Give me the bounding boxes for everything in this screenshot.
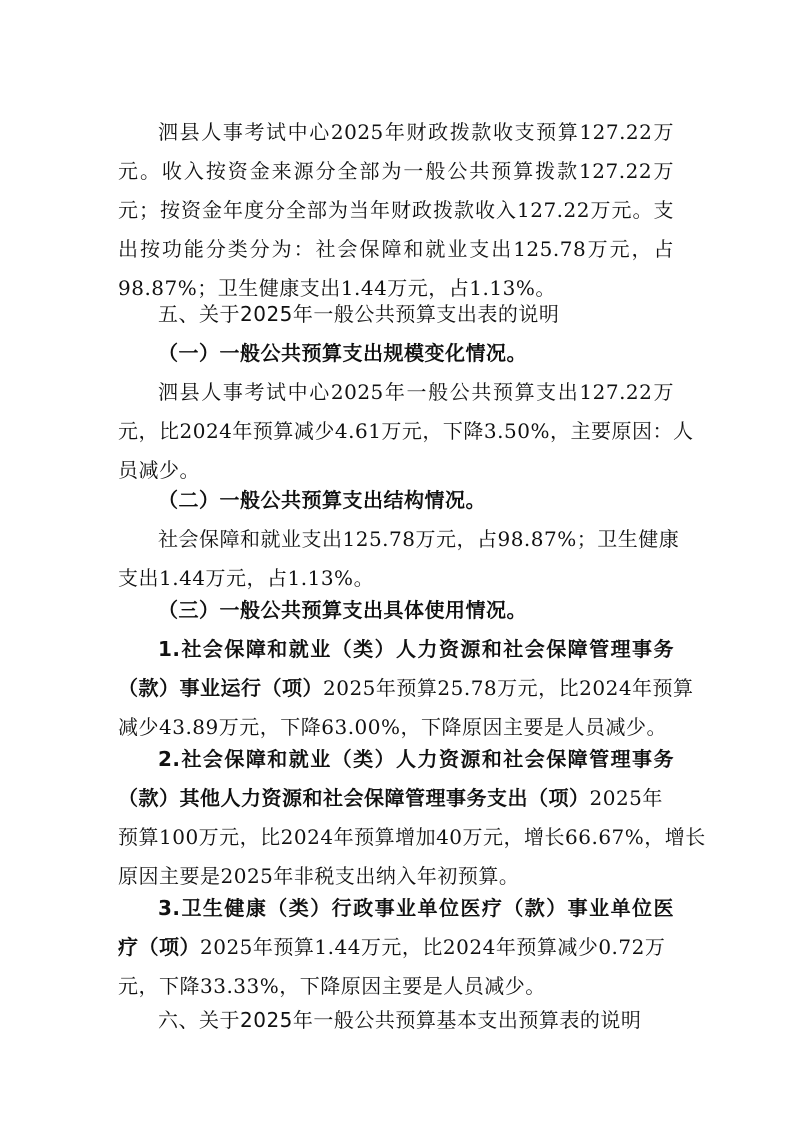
paragraph-line: 出按功能分类分为：社会保障和就业支出125.78万元，占	[118, 237, 674, 261]
item-2-text: 2025年	[589, 786, 663, 810]
paragraph-line: 泗县人事考试中心2025年财政拨款收支预算127.22万	[158, 120, 674, 144]
paragraph-line: 元；按资金年度分全部为当年财政拨款收入127.22万元。支	[118, 198, 674, 222]
item-1-text: 2025年预算25.78万元，比2024年预算	[323, 676, 694, 700]
subheading-2: （二）一般公共预算支出结构情况。	[158, 488, 486, 512]
paragraph-line: 元，下降33.33%，下降原因主要是人员减少。	[118, 974, 546, 998]
subheading-1: （一）一般公共预算支出规模变化情况。	[158, 341, 527, 365]
paragraph-line	[118, 933, 665, 961]
paragraph-line: 原因主要是2025年非税支出纳入年初预算。	[118, 864, 520, 888]
paragraph-line: 元。收入按资金来源分全部为一般公共预算拨款127.22万	[118, 159, 674, 183]
paragraph-line: 减少43.89万元，下降63.00%，下降原因主要是人员减少。	[118, 715, 668, 739]
paragraph-line: 员减少。	[118, 458, 200, 482]
item-2-title: 2.社会保障和就业（类）人力资源和社会保障管理事务	[158, 747, 674, 771]
item-2-title-cont: （款）其他人力资源和社会保障管理事务支出（项）	[118, 786, 590, 810]
paragraph-line	[118, 784, 663, 812]
paragraph-line: 98.87%；卫生健康支出1.44万元，占1.13%。	[118, 276, 556, 300]
item-1-title-cont: （款）事业运行（项）	[118, 676, 323, 700]
item-3-title-cont: 疗（项）	[118, 935, 200, 959]
paragraph-line: 支出1.44万元，占1.13%。	[118, 566, 375, 590]
subheading-3: （三）一般公共预算支出具体使用情况。	[158, 598, 527, 622]
item-1-title: 1.社会保障和就业（类）人力资源和社会保障管理事务	[158, 637, 674, 661]
paragraph-line: 预算100万元，比2024年预算增加40万元，增长66.67%，增长	[118, 825, 706, 849]
paragraph-line: 元，比2024年预算减少4.61万元，下降3.50%，主要原因：人	[118, 419, 694, 443]
item-3-text: 2025年预算1.44万元，比2024年预算减少0.72万	[200, 935, 666, 959]
section-heading-5: 五、关于2025年一般公共预算支出表的说明	[158, 302, 560, 326]
item-3-title: 3.卫生健康（类）行政事业单位医疗（款）事业单位医	[158, 896, 674, 920]
paragraph-line: 社会保障和就业支出125.78万元，占98.87%；卫生健康	[158, 527, 680, 551]
paragraph-line	[118, 674, 694, 702]
section-heading-6: 六、关于2025年一般公共预算基本支出预算表的说明	[158, 1008, 642, 1032]
paragraph-line: 泗县人事考试中心2025年一般公共预算支出127.22万	[158, 380, 674, 404]
